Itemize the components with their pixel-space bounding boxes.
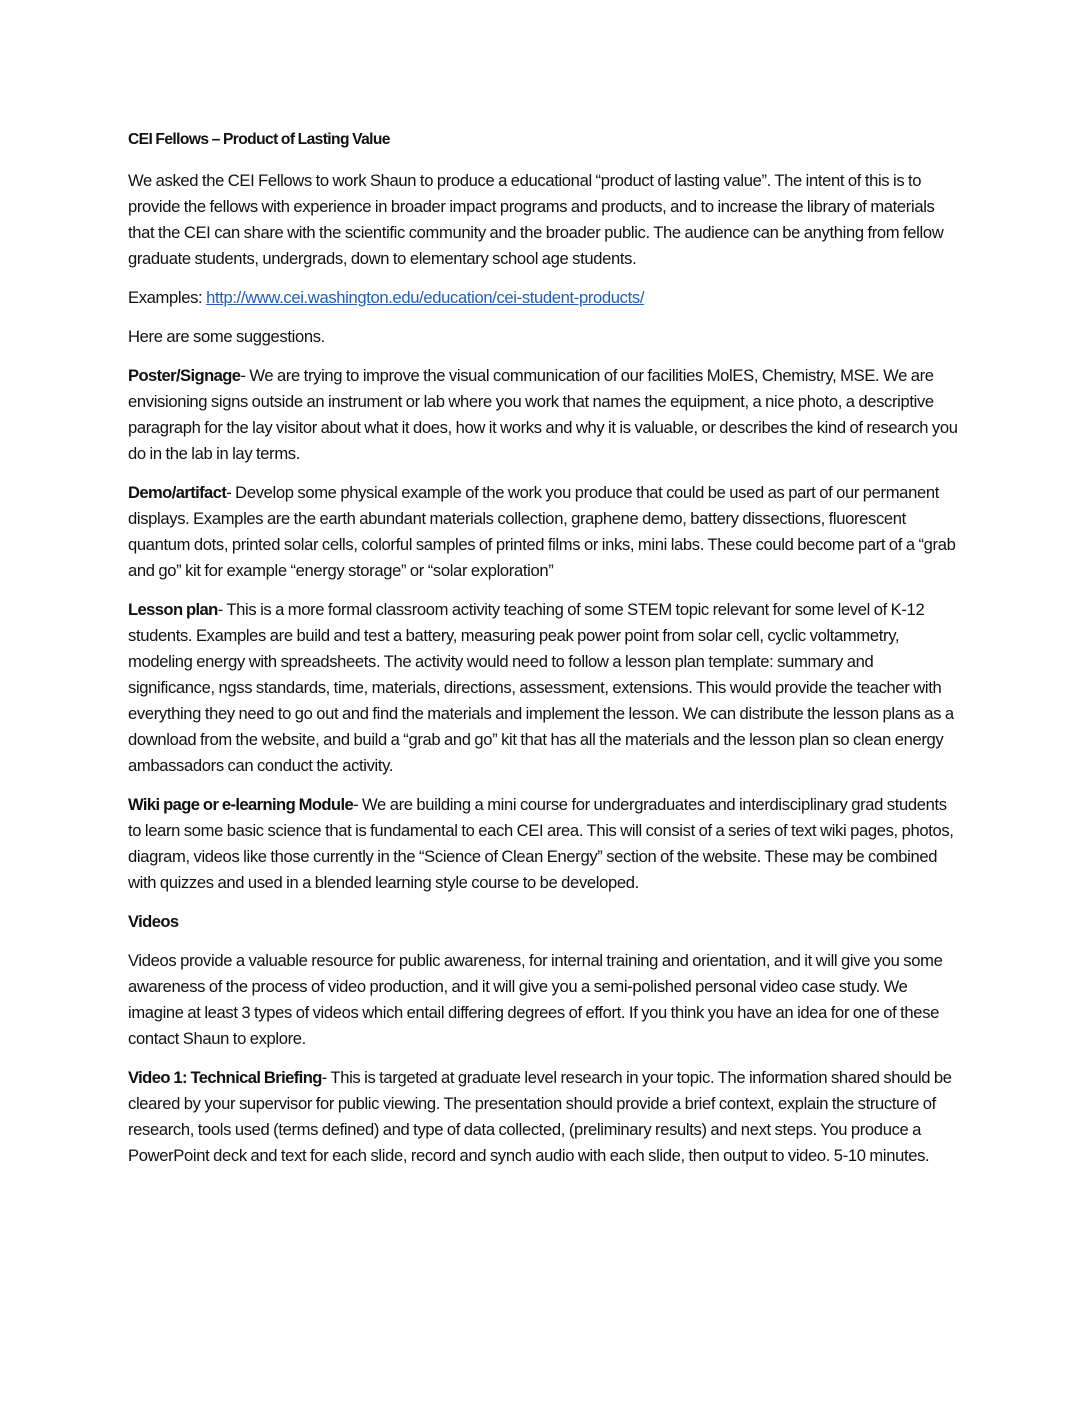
section-poster-signage (128, 363, 962, 467)
examples-paragraph (128, 285, 962, 311)
section-text: - This is targeted at graduate level research in your topic. The information shared should be cleared by your supervisor for public viewing. The presentation should provide a brief context, explain the structure of research, tools used (terms defined) and type of data collected, (preliminary results) and next steps. You produce a PowerPoint deck and text for each slide, record and synch audio with each slide, then output to video. 5-10 minutes. (128, 1068, 952, 1165)
section-lesson-plan (128, 597, 962, 779)
suggestions-paragraph: Here are some suggestions. (128, 327, 325, 346)
section-lead: Poster/Signage (128, 366, 241, 385)
section-text: - We are trying to improve the visual communication of our facilities MolES, Chemistry, MSE. We are envisioning signs outside an instrument or lab where you work that names the equipment, a nice photo, a descriptive paragraph for the lay visitor about what it does, how it works and why it is valuable, or describes the kind of research you do in the lab in lay terms. (128, 366, 958, 463)
examples-label: Examples: (128, 288, 207, 307)
section-wiki-elearning (128, 792, 962, 896)
section-text: - Develop some physical example of the work you produce that could be used as part of our permanent displays. Examples are the earth abundant materials collection, graphene demo, battery dissections, fluorescent quantum dots, printed solar cells, colorful samples of printed films or inks, mini labs. These could become part of a “grab and go” kit for example “energy storage” or “solar exploration” (128, 483, 956, 580)
videos-paragraph: Videos provide a valuable resource for public awareness, for internal training and orientation, and it will give you some awareness of the process of video production, and it will give you a semi-polished personal video case study. We imagine at least 3 types of videos which entail differing degrees of effort. If you think you have an idea for one of these contact Shaun to explore. (128, 951, 943, 1048)
section-demo-artifact (128, 480, 962, 584)
intro-paragraph: We asked the CEI Fellows to work Shaun to produce a educational “product of lasting value”. The intent of this is to provide the fellows with experience in broader impact programs and products, and to increase the library of materials that the CEI can share with the scientific community and the broader public. The audience can be anything from fellow graduate students, undergrads, down to elementary school age students. (128, 171, 944, 268)
document-page (128, 127, 962, 1182)
section-text: - We are building a mini course for undergraduates and interdisciplinary grad students to learn some basic science that is fundamental to each CEI area. This will consist of a series of text wiki pages, photos, diagram, videos like those currently in the “Science of Clean Energy” section of the website. These may be combined with quizzes and used in a blended learning style course to be developed. (128, 795, 954, 892)
section-text: - This is a more formal classroom activity teaching of some STEM topic relevant for some level of K-12 students. Examples are build and test a battery, measuring peak power point from solar cell, cyclic voltammetry, modeling energy with spreadsheets. The activity would need to follow a lesson plan template: summary and significance, ngss standards, time, materials, directions, assessment, extensions. This would provide the teacher with everything they need to go out and find the materials and implement the lesson. We can distribute the lesson plans as a download from the website, and build a “grab and go” kit that has all the materials and the lesson plan so clean energy ambassadors can conduct the activity. (128, 600, 954, 775)
section-lead: Lesson plan (128, 600, 218, 619)
examples-link[interactable]: http://www.cei.washington.edu/education/cei-student-products/ (206, 288, 645, 307)
document-title: CEI Fellows – Product of Lasting Value (128, 131, 390, 148)
section-lead: Wiki page or e-learning Module (128, 795, 354, 814)
videos-heading: Videos (128, 912, 179, 931)
section-lead: Video 1: Technical Briefing (128, 1068, 322, 1087)
section-lead: Demo/artifact (128, 483, 227, 502)
section-video-1 (128, 1065, 962, 1169)
